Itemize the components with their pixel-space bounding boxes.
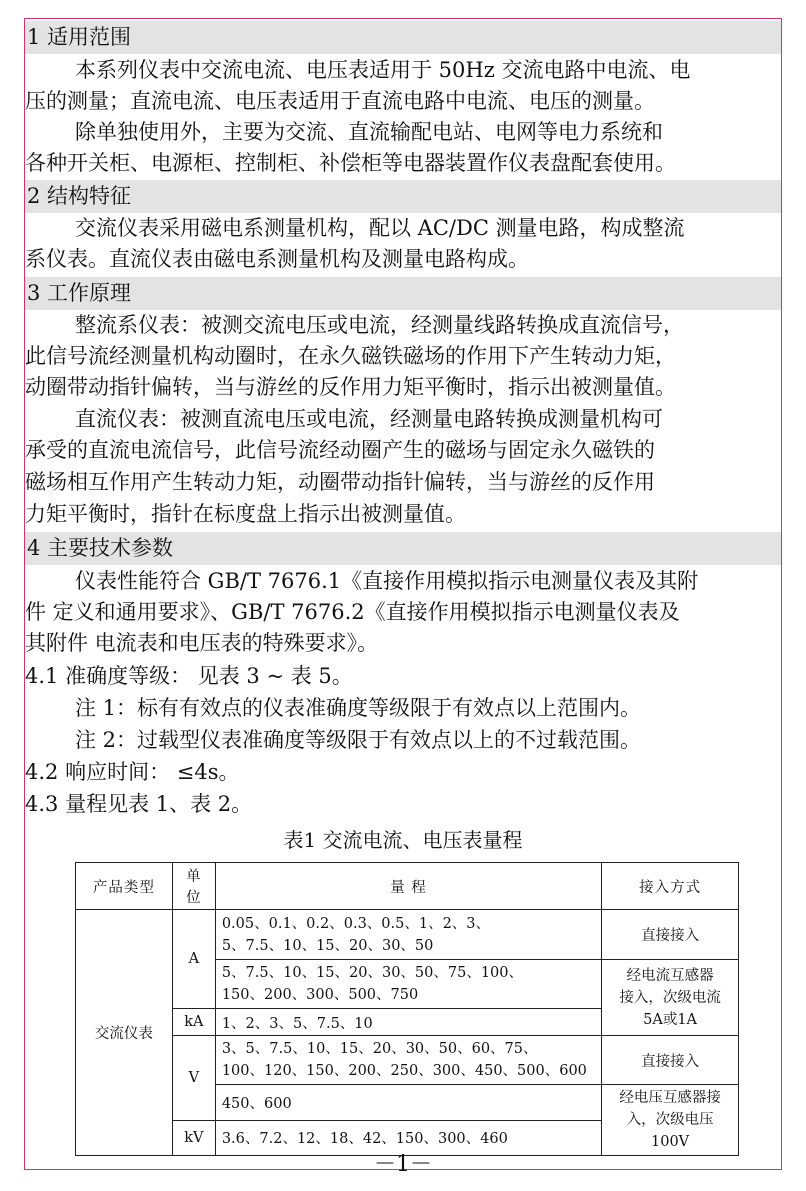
unit-cell: A [172,910,215,1009]
connection-cell [602,960,739,1036]
section-heading-3: 3 工作原理 [25,277,781,310]
connection-cell [602,1085,739,1156]
text-line: 其附件 电流表和电压表的特殊要求》。 [25,631,379,655]
item-4-2: 4.2 响应时间： ≤4s。 [25,760,240,784]
section-heading-1: 1 适用范围 [25,21,781,54]
text-line: 件 定义和通用要求》、GB/T 7676.2《直接作用模拟指示电测量仪表及 [25,600,680,624]
range-table [75,862,739,1156]
range-cell: 3.6、7.2、12、18、42、150、300、460 [215,1120,601,1156]
unit-cell: kV [172,1120,215,1156]
header-product-type: 产品类型 [76,863,173,910]
unit-cell: V [172,1036,215,1121]
text-line: 压的测量；直流电流、电压表适用于直流电路中电流、电压的测量。 [25,89,655,113]
note-1: 注 1：标有有效点的仪表准确度等级限于有效点以上范围内。 [75,696,642,720]
range-cell [215,910,601,960]
range-line: 3、5、7.5、10、15、20、30、50、60、75、 [221,1041,538,1057]
text-line: 力矩平衡时，指针在标度盘上指示出被测量值。 [25,502,466,526]
connection-line: 入，次级电压100V [626,1112,714,1150]
item-4-3: 4.3 量程见表 1、表 2。 [25,792,253,816]
table-row [76,910,739,960]
header-connection: 接入方式 [602,863,739,910]
header-unit: 单位 [172,863,215,910]
table-row [76,1036,739,1085]
range-cell: 1、2、3、5、7.5、10 [215,1009,601,1036]
text-line: 磁场相互作用产生转动力矩，动圈带动指针偏转，当与游丝的反作用 [25,470,655,494]
range-cell [215,1036,601,1085]
text-line: 各种开关柜、电源柜、控制柜、补偿柜等电器装置作仪表盘配套使用。 [25,151,676,175]
item-4-1: 4.1 准确度等级： 见表 3 ~ 表 5。 [25,664,353,688]
text-line: 动圈带动指针偏转，当与游丝的反作用力矩平衡时，指示出被测量值。 [25,375,676,399]
range-line: 150、200、300、500、750 [221,987,419,1003]
range-line: 0.05、0.1、0.2、0.3、0.5、1、2、3、 [221,915,491,932]
range-line: 100、120、150、200、250、300、450、500、600 [221,1063,587,1079]
product-type-cell: 交流仪表 [76,910,173,1156]
note-2: 注 2：过载型仪表准确度等级限于有效点以上的不过载范围。 [75,728,642,752]
table-caption: 表1 交流电流、电压表量程 [283,828,523,852]
text-line: 仪表性能符合 GB/T 7676.1《直接作用模拟指示电测量仪表及其附 [75,569,699,593]
section-heading-2: 2 结构特征 [25,180,781,213]
range-cell: 450、600 [215,1085,601,1121]
connection-cell: 直接接入 [602,910,739,960]
unit-cell: kA [172,1009,215,1036]
range-cell [215,960,601,1009]
page-number: －1－ [374,1152,432,1177]
connection-line: 接入，次级电流 [619,989,721,1006]
text-line: 承受的直流电流信号，此信号流经动圈产生的磁场与固定永久磁铁的 [25,438,655,462]
range-line: 5、7.5、10、15、20、30、50、75、100、 [221,965,523,981]
text-line: 本系列仪表中交流电流、电压表适用于 50Hz 交流电路中电流、电 [75,58,691,82]
range-line: 5、7.5、10、15、20、30、50 [221,937,434,954]
text-line: 除单独使用外，主要为交流、直流输配电站、电网等电力系统和 [75,120,663,144]
section-heading-4: 4 主要技术参数 [25,532,781,565]
text-line: 直流仪表：被测直流电压或电流，经测量电路转换成测量机构可 [75,407,663,431]
text-line: 系仪表。直流仪表由磁电系测量机构及测量电路构成。 [25,247,529,271]
connection-cell: 直接接入 [602,1036,739,1085]
text-line: 交流仪表采用磁电系测量机构，配以 AC/DC 测量电路，构成整流 [75,216,685,240]
text-line: 整流系仪表：被测交流电压或电流，经测量线路转换成直流信号， [75,313,684,337]
connection-line: 5A或1A [643,1011,698,1028]
connection-line: 经电流互感器 [626,967,714,984]
header-range: 量 程 [215,863,601,910]
text-line: 此信号流经测量机构动圈时，在永久磁铁磁场的作用下产生转动力矩， [25,344,676,368]
table-header-row [76,863,739,910]
connection-line: 经电压互感器接 [619,1090,721,1106]
